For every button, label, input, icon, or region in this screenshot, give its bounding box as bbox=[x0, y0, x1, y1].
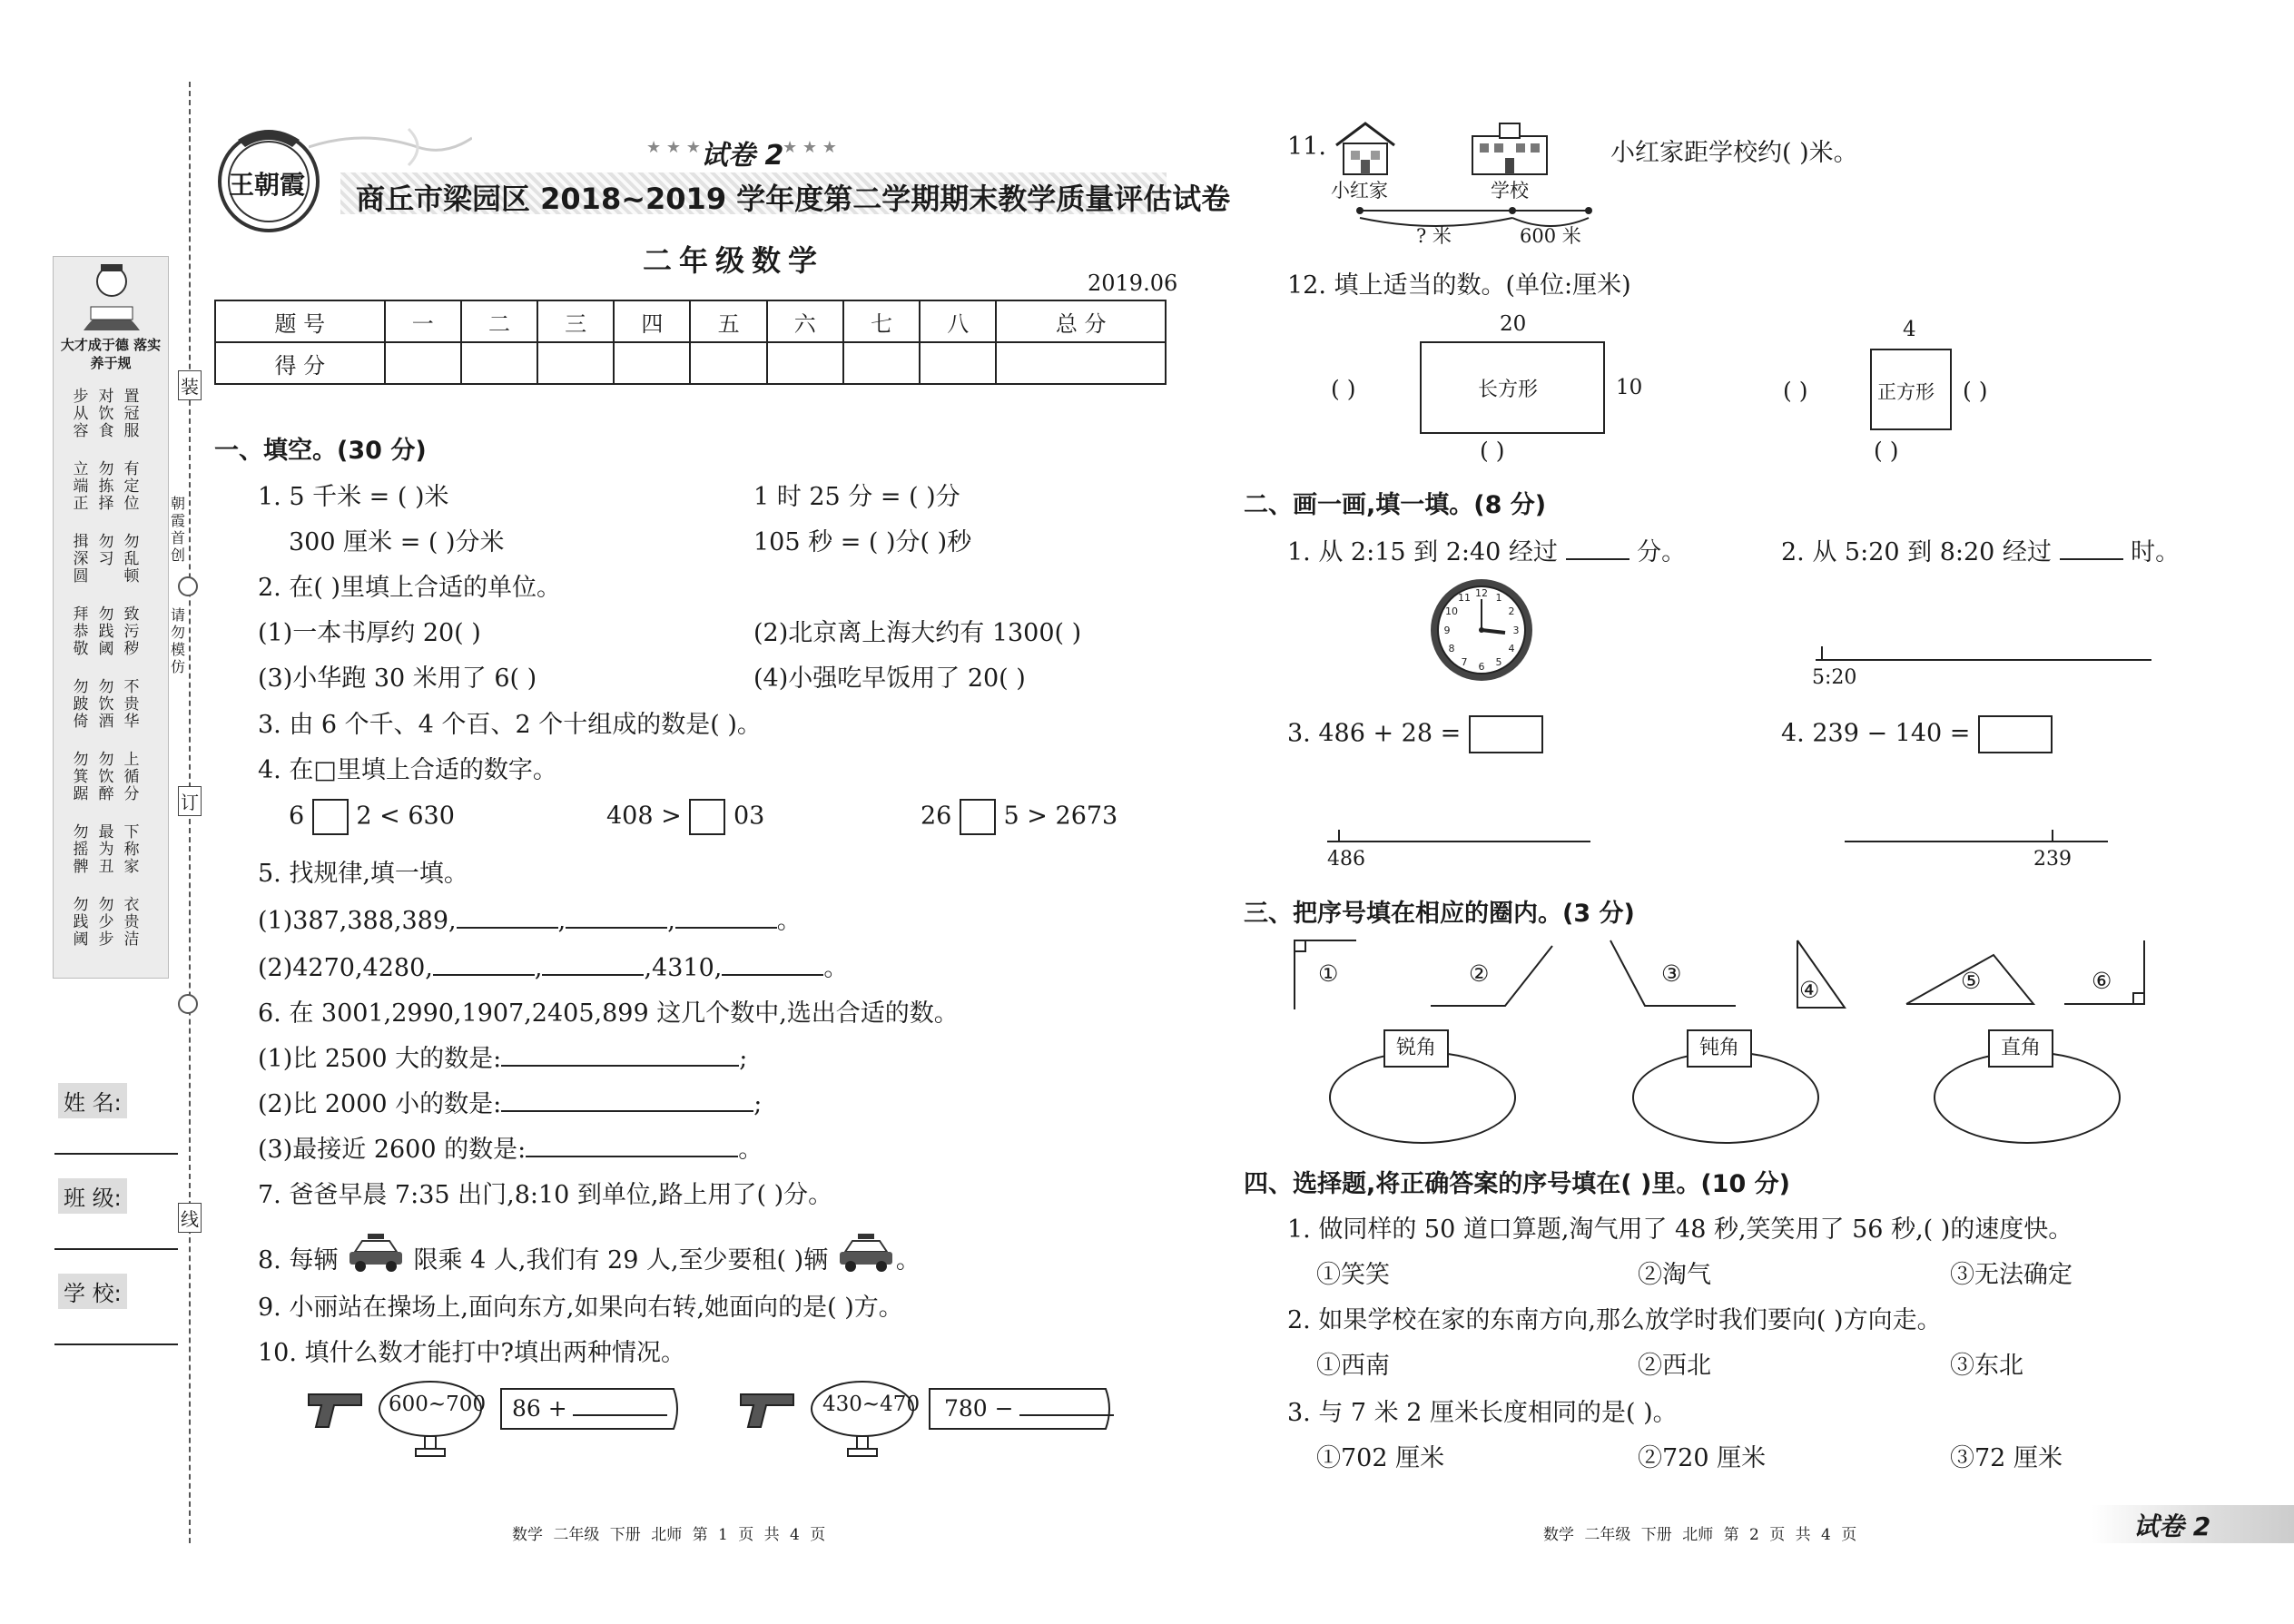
score-cell[interactable] bbox=[767, 342, 843, 384]
score-cell[interactable] bbox=[461, 342, 537, 384]
rect-bottom-paren[interactable]: ( ) bbox=[1480, 438, 1505, 464]
q1b: 1 时 25 分 = ( )分 bbox=[753, 483, 960, 511]
svg-text:7: 7 bbox=[1461, 656, 1468, 668]
score-cell[interactable] bbox=[690, 342, 766, 384]
angle-mark-6: ⑥ bbox=[2092, 968, 2112, 994]
timeline bbox=[1816, 659, 2151, 661]
q5b-mid: 4310, bbox=[652, 954, 723, 982]
sidebar-rule-column: 不贵华 bbox=[123, 678, 140, 731]
s2-q1: 1. 从 2:15 到 2:40 经过 bbox=[1287, 538, 1558, 566]
badge-stars-left: ★ ★ ★ bbox=[646, 138, 701, 157]
score-header: 六 bbox=[767, 300, 843, 342]
target-blank-1[interactable] bbox=[573, 1394, 667, 1416]
student-mascot-icon bbox=[71, 260, 153, 332]
sidebar-rule-column: 勿饮醉 bbox=[98, 751, 114, 803]
q6a: (1)比 2500 大的数是: bbox=[258, 1045, 502, 1073]
s2-q3-row bbox=[1287, 715, 1543, 753]
q5b-blank[interactable] bbox=[433, 954, 535, 976]
exam-date: 2019.06 bbox=[1088, 271, 1178, 296]
sidebar-rule-column: 勿践阈 bbox=[98, 605, 114, 658]
confidential-stamp bbox=[2032, 635, 2294, 944]
s4-q3-opt-a[interactable]: ①702 厘米 bbox=[1316, 1444, 1445, 1472]
s4-q3-opt-c[interactable]: ③72 厘米 bbox=[1950, 1444, 2063, 1472]
q6: 6. 在 3001,2990,1907,2405,899 这几个数中,选出合适的数。 bbox=[258, 999, 959, 1028]
q1d: 105 秒 = ( )分( )秒 bbox=[753, 528, 972, 556]
sidebar-rule-column: 揖深圆 bbox=[73, 533, 89, 586]
sidebar-rule-column: 勿少步 bbox=[98, 896, 114, 949]
s2-q3-answer-box[interactable] bbox=[1469, 715, 1543, 753]
s4-q2-opt-b[interactable]: ②西北 bbox=[1638, 1352, 1711, 1380]
q4c bbox=[921, 799, 1117, 835]
stamp-character: 密 bbox=[2081, 664, 2290, 907]
numberline-486 bbox=[1327, 841, 1590, 842]
score-cell[interactable] bbox=[996, 342, 1166, 384]
s2-q4-row bbox=[1781, 715, 2053, 753]
s2-q2-row bbox=[1781, 532, 2180, 567]
school-building-icon bbox=[1469, 118, 1551, 176]
exam-title: 商丘市梁园区 2018~2019 学年度第二学期期末教学质量评估试卷 bbox=[356, 182, 1231, 216]
sidebar-rule-column: 勿饮酒 bbox=[98, 678, 114, 731]
score-header: 三 bbox=[537, 300, 614, 342]
rect-label: 长方形 bbox=[1478, 379, 1539, 401]
q4b-box[interactable] bbox=[689, 799, 725, 835]
sidebar-rule-column: 最为丑 bbox=[98, 823, 114, 876]
gun-icon bbox=[307, 1389, 363, 1431]
q4b bbox=[606, 799, 764, 835]
q8-row: 8. 每辆 限乘 4 人,我们有 29 人,至少要租( )辆 。 bbox=[258, 1240, 921, 1275]
q6c-row: (3)最接近 2600 的数是: 。 bbox=[258, 1136, 763, 1164]
q4a bbox=[289, 799, 455, 835]
sidebar-rule-column: 立端正 bbox=[73, 460, 89, 513]
footer-tag: 试卷 2 bbox=[2133, 1511, 2211, 1541]
q5b-blank[interactable] bbox=[722, 954, 823, 976]
q2a: (1)一本书厚约 20( ) bbox=[258, 619, 481, 647]
q4c-post: 5 > 2673 bbox=[1003, 802, 1118, 831]
rect-left-paren[interactable]: ( ) bbox=[1331, 376, 1356, 402]
q4: 4. 在□里填上合适的数字。 bbox=[258, 756, 557, 784]
score-header: 八 bbox=[920, 300, 996, 342]
numberline-486-tick bbox=[1338, 830, 1340, 842]
target-blank-2[interactable] bbox=[1019, 1394, 1114, 1416]
q4a-box[interactable] bbox=[312, 799, 349, 835]
section4-title: 四、选择题,将正确答案的序号填在( )里。(10 分) bbox=[1244, 1170, 1790, 1198]
q4a-post: 2 < 630 bbox=[356, 802, 455, 831]
s2-q2: 2. 从 5:20 到 8:20 经过 bbox=[1781, 538, 2052, 566]
q5b-row: (2)4270,4280, , ,4310, 。 bbox=[258, 954, 849, 982]
score-cell[interactable] bbox=[537, 342, 614, 384]
target-expr-1 bbox=[512, 1394, 667, 1422]
score-row bbox=[215, 342, 1166, 384]
target-range-1: 600~700 bbox=[389, 1393, 487, 1416]
sidebar-rule-column: 置冠服 bbox=[123, 388, 140, 440]
angle-mark-3: ③ bbox=[1661, 960, 1682, 987]
s4-q1-opt-b[interactable]: ②淘气 bbox=[1638, 1261, 1711, 1289]
rect-right: 10 bbox=[1616, 376, 1643, 399]
gun-icon bbox=[739, 1389, 795, 1431]
s2-q1-unit: 分。 bbox=[1637, 538, 1687, 566]
q1c: 300 厘米 = ( )分米 bbox=[289, 528, 505, 556]
s4-q1: 1. 做同样的 50 道口算题,淘气用了 48 秒,笑笑用了 56 秒,( )的速度快。 bbox=[1287, 1216, 2073, 1244]
q1a: 1. 5 千米 = ( )米 bbox=[258, 483, 449, 511]
s4-q3: 3. 与 7 米 2 厘米长度相同的是( )。 bbox=[1287, 1399, 1678, 1427]
q11-text: 小红家距学校约( )米。 bbox=[1610, 139, 1858, 167]
s4-q2-opt-a[interactable]: ①西南 bbox=[1316, 1352, 1390, 1380]
brand-name: 王朝霞 bbox=[229, 170, 306, 200]
q4a-pre: 6 bbox=[289, 802, 305, 831]
sidebar-rule-column: 勿箕踞 bbox=[73, 751, 89, 803]
q5: 5. 找规律,填一填。 bbox=[258, 860, 468, 888]
sidebar-rule-column: 拜恭敬 bbox=[73, 605, 89, 658]
q8a: 8. 每辆 bbox=[258, 1246, 339, 1275]
sidebar-rule-column: 勿乱顿 bbox=[123, 533, 140, 586]
q8b: 限乘 4 人,我们有 29 人,至少要租( )辆 bbox=[413, 1246, 829, 1275]
score-header-row bbox=[215, 300, 1166, 342]
q6b-row: (2)比 2000 小的数是: ; bbox=[258, 1090, 763, 1118]
q4c-pre: 26 bbox=[921, 802, 952, 831]
score-cell[interactable] bbox=[920, 342, 996, 384]
sidebar-rule-column: 步从容 bbox=[73, 388, 89, 440]
oval-acute-label: 锐角 bbox=[1383, 1029, 1449, 1068]
angle-figures bbox=[1289, 935, 2161, 1011]
target-range-2: 430~470 bbox=[822, 1393, 921, 1416]
school-line[interactable] bbox=[54, 1343, 178, 1345]
score-label: 得 分 bbox=[215, 342, 385, 384]
binding-hole-2 bbox=[178, 994, 198, 1014]
angle-mark-5: ⑤ bbox=[1961, 968, 1982, 994]
sidebar-rule-column: 勿摇髀 bbox=[73, 823, 89, 876]
distance-600: 600 米 bbox=[1520, 225, 1581, 247]
q5a-row: (1)387,388,389, , , 。 bbox=[258, 907, 802, 935]
footer-right: 数学 二年级 下册 北师 第 2 页 共 4 页 bbox=[1543, 1526, 1857, 1544]
svg-text:1: 1 bbox=[1495, 592, 1502, 604]
score-table bbox=[214, 300, 1167, 385]
numberline-486-label: 486 bbox=[1327, 848, 1365, 871]
s2-q2-unit: 时。 bbox=[2131, 538, 2181, 566]
distance-unknown: ? 米 bbox=[1416, 225, 1452, 247]
q2d: (4)小强吃早饭用了 20( ) bbox=[753, 664, 1026, 693]
q6c-blank[interactable] bbox=[526, 1136, 738, 1157]
q5b-blank[interactable] bbox=[542, 954, 644, 976]
clock-icon bbox=[1427, 576, 1536, 684]
binding-mark-3: 线 bbox=[178, 1203, 202, 1233]
q4b-pre: 408 > bbox=[606, 802, 682, 831]
q7: 7. 爸爸早晨 7:35 出门,8:10 到单位,路上用了( )分。 bbox=[258, 1181, 833, 1209]
numberline-239 bbox=[1845, 841, 2108, 842]
score-cell[interactable] bbox=[843, 342, 920, 384]
s2-q1-blank[interactable] bbox=[1566, 538, 1629, 560]
svg-text:11: 11 bbox=[1458, 592, 1471, 604]
timeline-tick bbox=[1821, 646, 1823, 661]
q4c-box[interactable] bbox=[960, 799, 996, 835]
q2: 2. 在( )里填上合适的单位。 bbox=[258, 574, 561, 602]
svg-text:9: 9 bbox=[1443, 625, 1451, 636]
q10: 10. 填什么数才能打中?填出两种情况。 bbox=[258, 1339, 685, 1367]
class-line[interactable] bbox=[54, 1248, 178, 1250]
target-expr-1-text: 86 + bbox=[512, 1395, 567, 1422]
score-header: 五 bbox=[690, 300, 766, 342]
timeline-start: 5:20 bbox=[1812, 666, 1857, 689]
sidebar-rule-column: 勿跛倚 bbox=[73, 678, 89, 731]
score-header: 七 bbox=[843, 300, 920, 342]
target-expr-2-text: 780 − bbox=[944, 1395, 1014, 1422]
svg-text:4: 4 bbox=[1508, 643, 1515, 655]
taxi-icon bbox=[836, 1232, 896, 1274]
score-header: 总 分 bbox=[996, 300, 1166, 342]
q11-number: 11. bbox=[1287, 133, 1326, 161]
square-top: 4 bbox=[1903, 318, 1916, 341]
numberline-239-label: 239 bbox=[2033, 848, 2072, 871]
school-label: 学校 bbox=[1491, 180, 1529, 202]
q6a-row: (1)比 2500 大的数是: ; bbox=[258, 1045, 748, 1073]
s2-q1-row bbox=[1287, 532, 1686, 567]
section2-title: 二、画一画,填一填。(8 分) bbox=[1244, 491, 1547, 519]
sidebar-rule-column: 勿践阈 bbox=[73, 896, 89, 949]
score-header: 二 bbox=[461, 300, 537, 342]
s4-q1-opt-c[interactable]: ③无法确定 bbox=[1950, 1261, 2072, 1289]
target-expr-2 bbox=[944, 1394, 1114, 1422]
score-cell[interactable] bbox=[385, 342, 461, 384]
q6b: (2)比 2000 小的数是: bbox=[258, 1090, 502, 1118]
q5a-blank[interactable] bbox=[566, 907, 667, 929]
sidebar-rule-column: 致污秽 bbox=[123, 605, 140, 658]
school-label: 学 校: bbox=[58, 1274, 127, 1309]
oval-obtuse-label: 钝角 bbox=[1687, 1029, 1752, 1068]
sidebar-rule-column: 下称家 bbox=[123, 823, 140, 876]
s4-q2-opt-c[interactable]: ③东北 bbox=[1950, 1352, 2023, 1380]
svg-text:5: 5 bbox=[1495, 656, 1502, 668]
q5a-blank[interactable] bbox=[457, 907, 558, 929]
q12: 12. 填上适当的数。(单位:厘米) bbox=[1287, 271, 1631, 300]
home-label: 小红家 bbox=[1331, 180, 1388, 202]
house-icon bbox=[1333, 118, 1398, 176]
sidebar-rule-column: 上循分 bbox=[123, 751, 140, 803]
paper-badge: 试卷 2 bbox=[701, 140, 784, 172]
rect-top: 20 bbox=[1500, 312, 1527, 336]
score-header: 一 bbox=[385, 300, 461, 342]
sidebar-rule-column: 勿拣择 bbox=[98, 460, 114, 513]
numberline-239-tick bbox=[2052, 830, 2053, 842]
square-label: 正方形 bbox=[1877, 381, 1935, 403]
square-right-paren[interactable]: ( ) bbox=[1963, 378, 1988, 404]
seal-text-2: 请勿模仿 bbox=[171, 606, 186, 675]
binding-hole-1 bbox=[178, 576, 198, 596]
svg-text:8: 8 bbox=[1448, 643, 1455, 655]
svg-text:12: 12 bbox=[1475, 587, 1488, 599]
angle-mark-4: ④ bbox=[1799, 977, 1820, 1003]
subject-title: 二年级数学 bbox=[643, 243, 825, 278]
sidebar-rule-column: 对饮食 bbox=[98, 388, 114, 440]
badge-stars-right: ★ ★ ★ bbox=[783, 138, 837, 157]
score-header: 四 bbox=[614, 300, 690, 342]
binding-mark-2: 订 bbox=[178, 786, 202, 816]
taxi-icon bbox=[346, 1232, 406, 1274]
svg-text:6: 6 bbox=[1478, 661, 1485, 673]
svg-text:10: 10 bbox=[1445, 605, 1458, 617]
score-header: 题 号 bbox=[215, 300, 385, 342]
name-label: 姓 名: bbox=[58, 1083, 127, 1118]
ribbon-decoration bbox=[309, 120, 472, 174]
sidebar-rule-column: 衣贵洁 bbox=[123, 896, 140, 949]
square-left-paren[interactable]: ( ) bbox=[1783, 378, 1808, 404]
s4-q2: 2. 如果学校在家的东南方向,那么放学时我们要向( )方向走。 bbox=[1287, 1306, 1942, 1334]
q6c: (3)最接近 2600 的数是: bbox=[258, 1136, 527, 1164]
s2-q4-answer-box[interactable] bbox=[1978, 715, 2053, 753]
svg-text:3: 3 bbox=[1512, 625, 1520, 636]
sidebar-rules bbox=[73, 389, 154, 969]
q6b-blank[interactable] bbox=[501, 1090, 753, 1112]
q3: 3. 由 6 个千、4 个百、2 个十组成的数是( )。 bbox=[258, 711, 762, 739]
svg-text:2: 2 bbox=[1508, 605, 1515, 617]
s2-q4: 4. 239 − 140 = bbox=[1781, 719, 1971, 748]
q4b-post: 03 bbox=[733, 802, 765, 831]
class-label: 班 级: bbox=[58, 1178, 127, 1214]
q6a-blank[interactable] bbox=[501, 1045, 739, 1067]
s4-q3-opt-b[interactable]: ②720 厘米 bbox=[1638, 1444, 1767, 1472]
s4-q1-opt-a[interactable]: ①笑笑 bbox=[1316, 1261, 1390, 1289]
oval-right-label: 直角 bbox=[1988, 1029, 2053, 1068]
sidebar-rule-column: 勿习 bbox=[98, 533, 114, 568]
score-cell[interactable] bbox=[614, 342, 690, 384]
section1-title: 一、填空。(30 分) bbox=[214, 437, 427, 465]
q2c: (3)小华跑 30 米用了 6( ) bbox=[258, 664, 537, 693]
square-bottom-paren[interactable]: ( ) bbox=[1874, 438, 1899, 464]
q5b: (2)4270,4280, bbox=[258, 954, 433, 982]
angle-mark-1: ① bbox=[1318, 960, 1339, 987]
q9: 9. 小丽站在操场上,面向东方,如果向右转,她面向的是( )方。 bbox=[258, 1294, 903, 1322]
section3-title: 三、把序号填在相应的圈内。(3 分) bbox=[1244, 900, 1635, 928]
binding-mark-1: 装 bbox=[178, 370, 202, 400]
angle-mark-2: ② bbox=[1469, 960, 1490, 987]
q5a-blank[interactable] bbox=[675, 907, 777, 929]
footer-left: 数学 二年级 下册 北师 第 1 页 共 4 页 bbox=[512, 1526, 826, 1544]
seal-text-1: 朝霞首创 bbox=[171, 495, 186, 564]
sidebar-rule-column: 有定位 bbox=[123, 460, 140, 513]
q5a: (1)387,388,389, bbox=[258, 907, 457, 935]
q2b: (2)北京离上海大约有 1300( ) bbox=[753, 619, 1082, 647]
sidebar-motto: 大才成于德 落实养于规 bbox=[60, 337, 162, 371]
s2-q3: 3. 486 + 28 = bbox=[1287, 719, 1462, 748]
name-line[interactable] bbox=[54, 1153, 178, 1155]
s2-q2-blank[interactable] bbox=[2060, 538, 2123, 560]
